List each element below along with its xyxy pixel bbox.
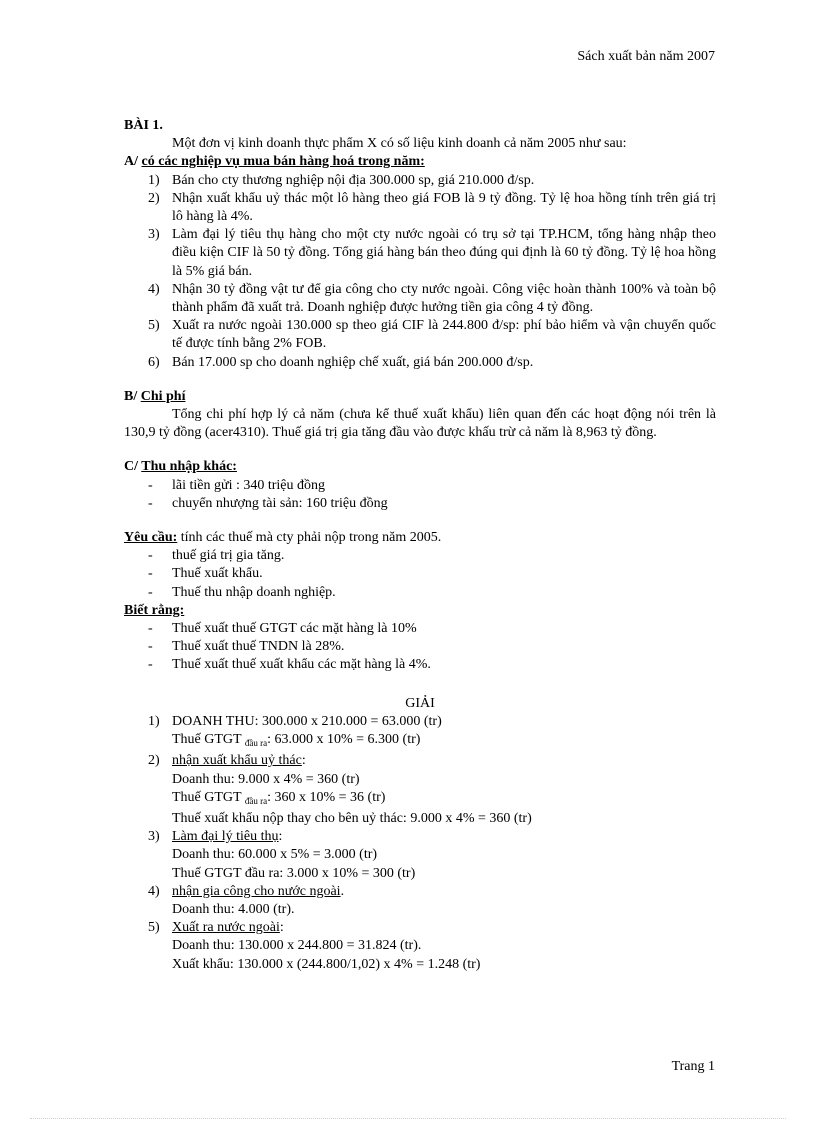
list-item: - Thuế xuất khẩu.: [124, 565, 716, 583]
list-item: - Thuế thu nhập doanh nghiệp.: [124, 584, 716, 602]
solution-item: 3) Làm đại lý tiêu thụ: Doanh thu: 60.000 x 5% = 3.000 (tr) Thuế GTGT đầu ra: 3.000 x 10% = 300 (tr): [148, 829, 416, 881]
page-number: Trang 1: [671, 1059, 715, 1074]
section-a-list: [124, 172, 716, 372]
intro-paragraph: Một đơn vị kinh doanh thực phẩm X có số liệu kinh doanh cả năm 2005 như sau:: [172, 136, 627, 152]
solution-title: GIẢI: [405, 695, 435, 711]
section-b-heading: B/ Chi phí: [124, 388, 186, 404]
requirements-heading: Yêu cầu: tính các thuế mà cty phải nộp trong năm 2005.: [124, 530, 442, 546]
document-body: [124, 117, 716, 974]
list-item: - lãi tiền gửi : 340 triệu đồng: [124, 477, 716, 495]
section-c-title: Thu nhập khác:: [141, 459, 237, 475]
list-item: 3) Làm đại lý tiêu thụ hàng cho một cty nước ngoài có trụ sở tại TP.HCM, tổng hàng nhập theo điều kiện CIF là 50 tỷ đồng. Tổng giá hàng bán theo đúng qui định là 60 tỷ đồng. Tỷ lệ hoa hồng là 5% giá bán.: [148, 227, 716, 279]
solution-item: 4) nhận gia công cho nước ngoài. Doanh thu: 4.000 (tr).: [148, 883, 345, 917]
section-c-list: [124, 477, 716, 513]
list-item: - thuế giá trị gia tăng.: [124, 547, 716, 565]
page-bottom-divider: [30, 1118, 786, 1119]
exercise-title: BÀI 1.: [124, 118, 163, 133]
solution-item: 5) Xuất ra nước ngoài: Doanh thu: 130.000 x 244.800 = 31.824 (tr). Xuất khẩu: 130.000 x (244.800/1,02) x 4% = 1.248 (tr): [148, 920, 481, 972]
given-heading: Biết rằng:: [124, 602, 185, 618]
section-b-title: Chi phí: [140, 388, 186, 404]
solution-item: 1) DOANH THU: 300.000 x 210.000 = 63.000 (tr) Thuế GTGT $_{đầu ra}$: 63.000 x 10% = 6.300 (tr): [148, 713, 442, 749]
requirements-list: [124, 547, 716, 602]
list-item: 5) Xuất ra nước ngoài 130.000 sp theo giá CIF là 244.800 đ/sp: phí bảo hiểm và vận chuyển quốc tế được tính bằng 2% FOB.: [148, 318, 716, 352]
list-item: - Thuế xuất thuế TNDN là 28%.: [124, 638, 716, 656]
list-item: 1) Bán cho cty thương nghiệp nội địa 300.000 sp, giá 210.000 đ/sp.: [148, 172, 535, 188]
list-item: 4) Nhận 30 tỷ đồng vật tư để gia công cho cty nước ngoài. Công việc hoàn thành 100% và toàn bộ thành phẩm đã xuất trả. Doanh nghiệp được hưởng tiền gia công 4 tỷ đồng.: [148, 281, 716, 316]
list-item: - Thuế xuất thuế GTGT các mặt hàng là 10%: [124, 620, 716, 638]
given-list: [124, 620, 716, 675]
section-b-paragraph: Tổng chi phí hợp lý cả năm (chưa kể thuế xuất khẩu) liên quan đến các hoạt động nói trên là 130,9 tỷ đồng (acer4310). Thuế giá trị gia tăng đầu vào được khấu trừ cả năm là 8,963 tỷ đồng.: [124, 407, 716, 441]
page-header: Sách xuất bản năm 2007: [577, 49, 715, 64]
solution-item: 2) nhận xuất khẩu uỷ thác: Doanh thu: 9.000 x 4% = 360 (tr) Thuế GTGT $_{đầu ra}$: 360 x 10% = 36 (tr) Thuế xuất khẩu nộp thay cho bên uỷ thác: 9.000 x 4% = 360 (tr): [148, 753, 532, 826]
list-item: 2) Nhận xuất khẩu uỷ thác một lô hàng theo giá FOB là 9 tỷ đồng. Tỷ lệ hoa hồng tính trên giá trị lô hàng là 4%.: [148, 190, 716, 225]
section-a-heading: A/ có các nghiệp vụ mua bán hàng hoá trong năm:: [124, 154, 425, 170]
section-a-title: có các nghiệp vụ mua bán hàng hoá trong năm:: [141, 154, 425, 170]
list-item: 6) Bán 17.000 sp cho doanh nghiệp chế xuất, giá bán 200.000 đ/sp.: [148, 354, 534, 370]
solution-list: [124, 713, 716, 974]
section-c-heading: C/ Thu nhập khác:: [124, 459, 237, 475]
list-item: - chuyển nhượng tài sản: 160 triệu đồng: [124, 495, 716, 513]
list-item: - Thuế xuất thuế xuất khẩu các mặt hàng là 4%.: [124, 656, 716, 674]
